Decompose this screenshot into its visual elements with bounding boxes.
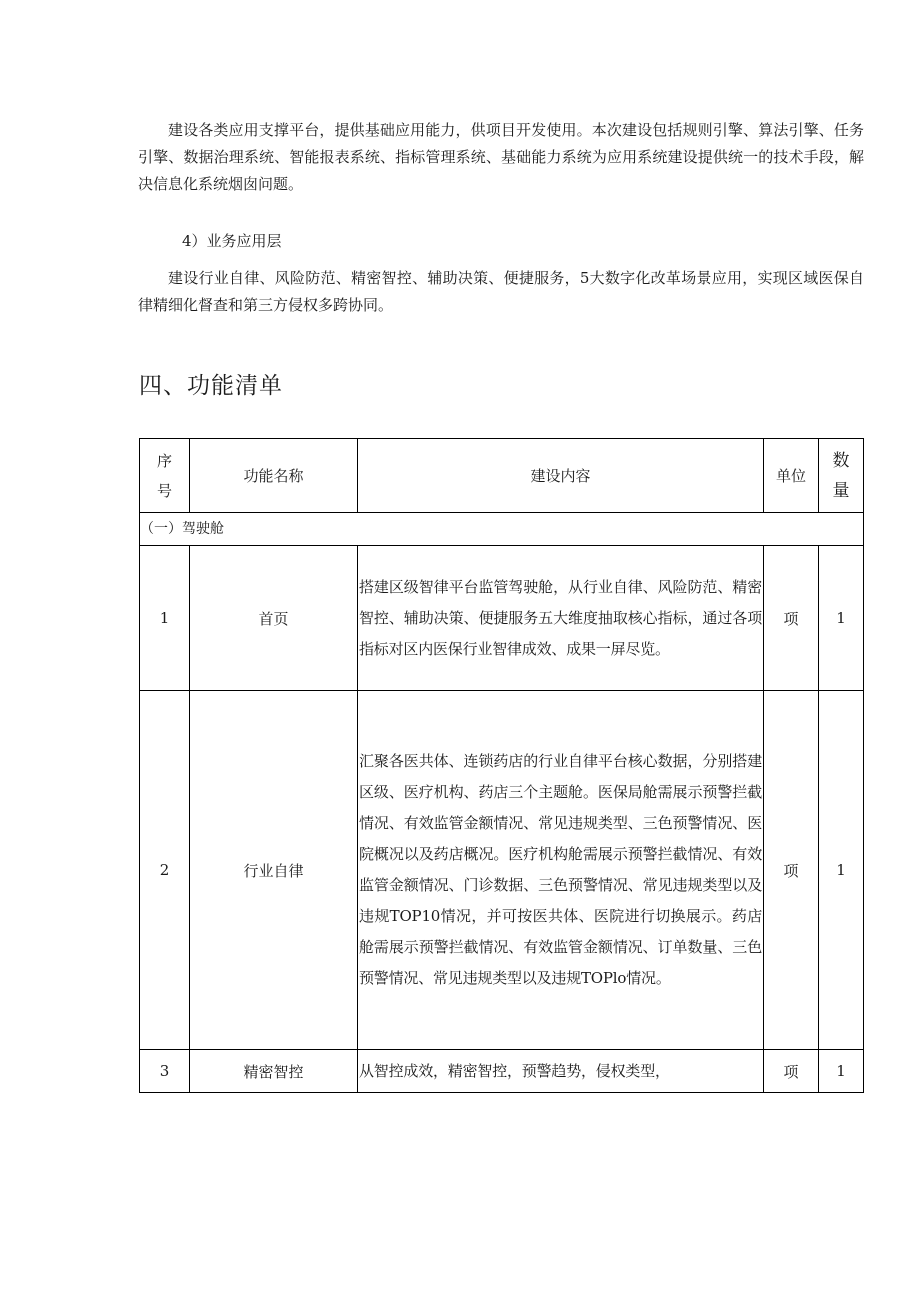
- paragraph-support-platform: 建设各类应用支撑平台，提供基础应用能力，供项目开发使用。本次建设包括规则引擎、算法引擎、任务引擎、数据治理系统、智能报表系统、指标管理系统、基础能力系统为应用系统建设提供统一的技术手段，解决信息化系统烟囱问题。: [138, 121, 864, 193]
- header-seq: 序号: [140, 439, 190, 513]
- subheading-business-layer: 4）业务应用层: [182, 232, 282, 250]
- table-header-row: [140, 439, 864, 513]
- row-qty: 1: [819, 1050, 864, 1093]
- row-name: 精密智控: [190, 1050, 358, 1093]
- group-row: [140, 513, 864, 546]
- row-qty: 1: [819, 546, 864, 691]
- row-qty: 1: [819, 691, 864, 1050]
- row-seq: 2: [140, 691, 190, 1050]
- row-name: 首页: [190, 546, 358, 691]
- row-name: 行业自律: [190, 691, 358, 1050]
- group-label: （一）驾驶舱: [140, 513, 864, 546]
- row-content: 从智控成效，精密智控，预警趋势，侵权类型，: [358, 1050, 764, 1093]
- row-content: 汇聚各医共体、连锁药店的行业自律平台核心数据，分别搭建区级、医疗机构、药店三个主题舱。医保局舱需展示预警拦截情况、有效监管金额情况、常见违规类型、三色预警情况、医院概况以及药店概况。医疗机构舱需展示预警拦截情况、有效监管金额情况、门诊数据、三色预警情况、常见违规类型以及违规TOP10情况，并可按医共体、医院进行切换展示。药店舱需展示预警拦截情况、有效监管金额情况、订单数量、三色预警情况、常见违规类型以及违规TOPlo情况。: [358, 691, 764, 1050]
- row-unit: 项: [764, 691, 819, 1050]
- header-qty: 数量: [819, 439, 864, 513]
- row-content: 搭建区级智律平台监管驾驶舱，从行业自律、风险防范、精密智控、辅助决策、便捷服务五大维度抽取核心指标，通过各项指标对区内医保行业智律成效、成果一屏尽览。: [358, 546, 764, 691]
- row-unit: 项: [764, 546, 819, 691]
- paragraph-business-layer: 建设行业自律、风险防范、精密智控、辅助决策、便捷服务，5大数字化改革场景应用，实现区域医保自律精细化督查和第三方侵权多跨协同。: [138, 269, 864, 314]
- row-unit: 项: [764, 1050, 819, 1093]
- header-name: 功能名称: [190, 439, 358, 513]
- table-row: [140, 1050, 864, 1093]
- header-content: 建设内容: [358, 439, 764, 513]
- function-list-table: [139, 438, 864, 1093]
- table-row: [140, 546, 864, 691]
- header-unit: 单位: [764, 439, 819, 513]
- section-title: 四、功能清单: [139, 373, 283, 399]
- table-row: [140, 691, 864, 1050]
- row-seq: 3: [140, 1050, 190, 1093]
- row-seq: 1: [140, 546, 190, 691]
